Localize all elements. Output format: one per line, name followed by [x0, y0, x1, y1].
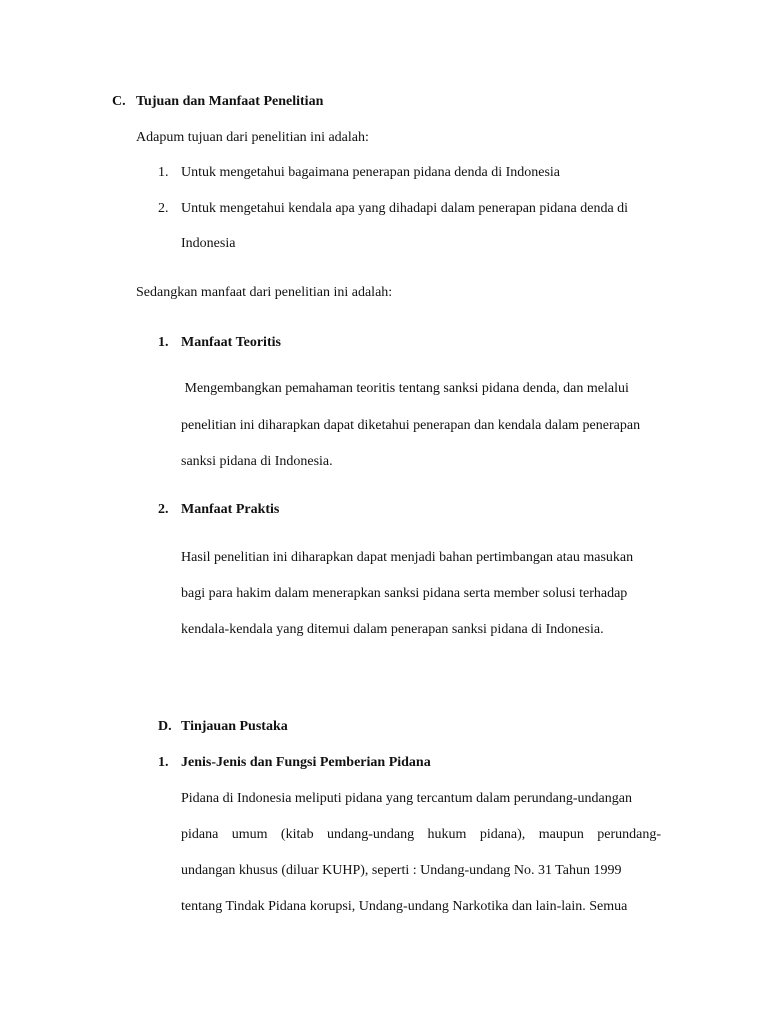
list-item-text: Untuk mengetahui kendala apa yang dihadapi dalam penerapan pidana denda di — [181, 201, 629, 216]
paragraph-line: Hasil penelitian ini diharapkan dapat menjadi bahan pertimbangan atau masukan — [181, 550, 634, 565]
paragraph-line: kendala-kendala yang ditemui dalam penerapan sanksi pidana di Indonesia. — [181, 622, 604, 637]
tujuan-item-2-continuation: Indonesia — [181, 236, 236, 251]
section-c-letter: C. — [112, 94, 126, 109]
section-d-letter: D. — [158, 719, 172, 734]
list-number: 2. — [158, 201, 169, 216]
paragraph-line: undangan khusus (diluar KUHP), seperti : Undang-undang No. 31 Tahun 1999 — [181, 863, 622, 878]
paragraph-line: Pidana di Indonesia meliputi pidana yang tercantum dalam perundang-undangan — [181, 791, 632, 806]
list-number: 1. — [158, 335, 169, 350]
paragraph-line: sanksi pidana di Indonesia. — [181, 454, 333, 469]
tujuan-intro: Adapum tujuan dari penelitian ini adalah: — [136, 130, 369, 145]
paragraph-line: Mengembangkan pemahaman teoritis tentang sanksi pidana denda, dan melalui — [181, 381, 629, 396]
subsection-1-heading — [158, 754, 431, 772]
section-d-heading — [158, 718, 288, 736]
manfaat-teoritis-title: Manfaat Teoritis — [181, 335, 281, 350]
paragraph-line: tentang Tindak Pidana korupsi, Undang-undang Narkotika dan lain-lain. Semua — [181, 899, 628, 914]
manfaat-praktis-heading — [158, 501, 279, 519]
tujuan-item-1 — [158, 164, 560, 182]
paragraph-line: bagi para hakim dalam menerapkan sanksi pidana serta member solusi terhadap — [181, 586, 628, 601]
subsection-1-title: Jenis-Jenis dan Fungsi Pemberian Pidana — [181, 755, 431, 770]
list-number: 1. — [158, 755, 169, 770]
list-item-text: Untuk mengetahui bagaimana penerapan pidana denda di Indonesia — [181, 165, 561, 180]
manfaat-praktis-title: Manfaat Praktis — [181, 502, 280, 517]
manfaat-teoritis-heading — [158, 334, 281, 352]
paragraph-line: penelitian ini diharapkan dapat diketahui penerapan dan kendala dalam penerapan — [181, 418, 641, 433]
list-number: 1. — [158, 165, 169, 180]
list-number: 2. — [158, 502, 169, 517]
paragraph-line: pidana umum (kitab undang-undang hukum pidana), maupun perundang- — [181, 827, 661, 842]
manfaat-intro: Sedangkan manfaat dari penelitian ini adalah: — [136, 285, 393, 300]
section-d-title: Tinjauan Pustaka — [181, 719, 288, 734]
tujuan-item-2 — [158, 200, 628, 218]
section-c-title: Tujuan dan Manfaat Penelitian — [136, 94, 324, 109]
section-c-heading — [112, 93, 323, 111]
